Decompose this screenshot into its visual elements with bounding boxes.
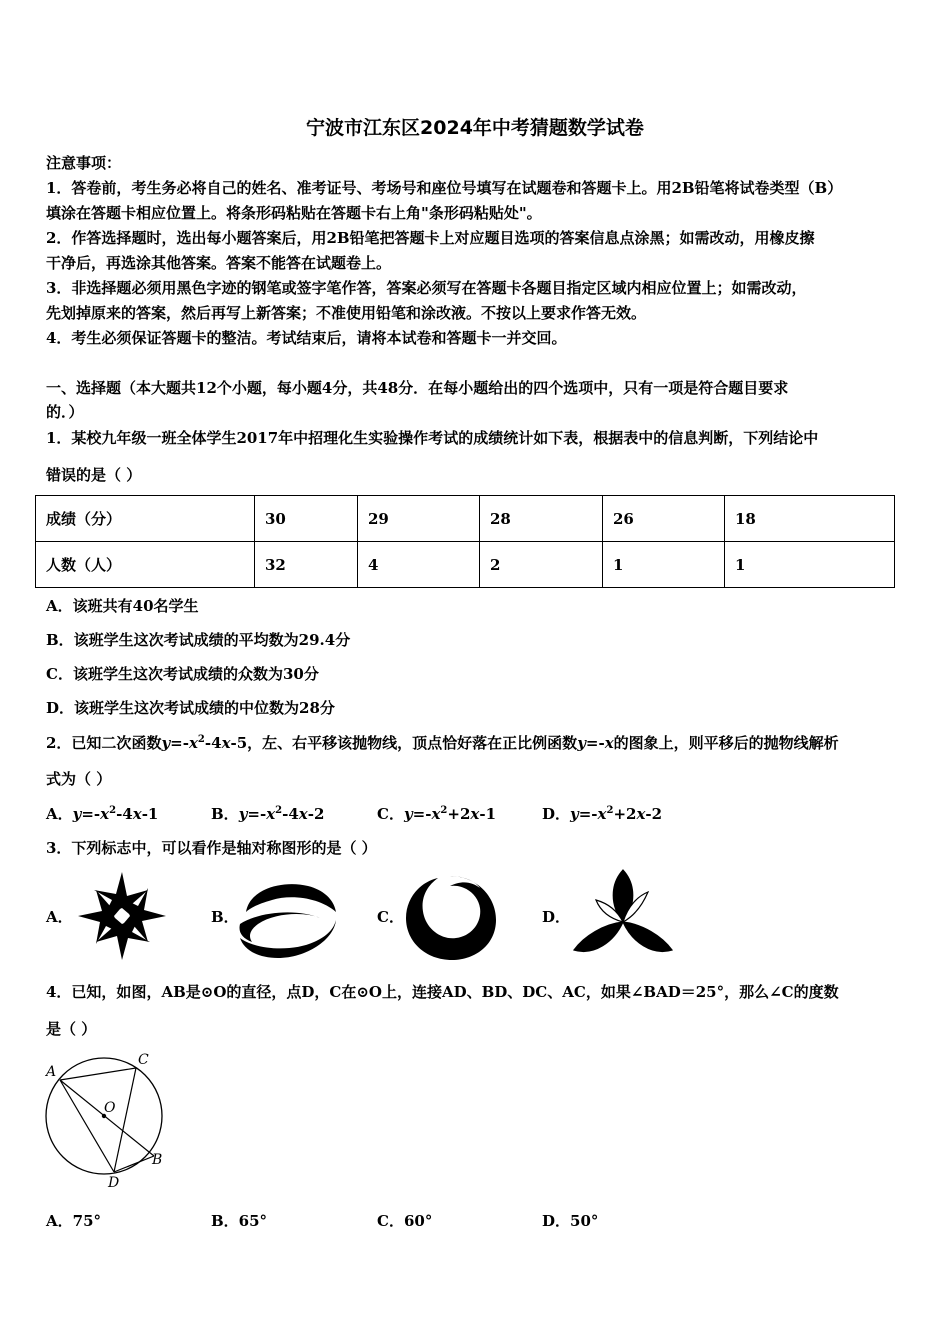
- math-var: x: [604, 734, 614, 752]
- table-cell: 30: [255, 496, 358, 542]
- question-1-text: 1．某校九年级一班全体学生2017年中招理化生实验操作考试的成绩统计如下表，根据表中的信息判断，下列结论中: [46, 429, 819, 447]
- q2-text-part: 2．已知二次函数: [46, 734, 162, 752]
- logo-c: [402, 870, 498, 964]
- q2-text-part: -5，左、右平移该抛物线，顶点恰好落在正比例函数: [230, 734, 578, 752]
- label-b: B: [152, 1152, 163, 1168]
- ring-logo-icon: [236, 878, 340, 962]
- q3-label-d: D．: [542, 908, 571, 926]
- notes-line: 1．答卷前，考生务必将自己的姓名、准考证号、考场号和座位号填写在试题卷和答题卡上。用2B铅笔将试卷类型（B）: [46, 179, 843, 197]
- math-op: =-: [170, 734, 189, 752]
- math-var: y: [161, 734, 171, 752]
- circle-figure: [40, 1050, 175, 1190]
- q3-label-a: A．: [46, 908, 73, 926]
- segment-ad: [60, 1080, 114, 1172]
- label-a: A: [46, 1064, 57, 1080]
- label-o: O: [104, 1100, 116, 1116]
- q2-option-b: B．$y=-x^2-4x-2$: [211, 805, 325, 823]
- question-3-text: 3．下列标志中，可以看作是轴对称图形的是（ ）: [46, 839, 377, 857]
- notes-line: 先划掉原来的答案，然后再写上新答案；不准使用铅笔和涂改液。不按以上要求作答无效。: [46, 304, 647, 322]
- notes-line: 2．作答选择题时，选出每小题答案后，用2B铅笔把答题卡上对应题目选项的答案信息点涂黑；如需改动，用橡皮擦: [46, 229, 815, 247]
- table-cell: 26: [603, 496, 725, 542]
- trefoil-leaves-logo-icon: [568, 866, 678, 962]
- table-cell: 4: [358, 542, 480, 588]
- segment-bd: [114, 1156, 154, 1172]
- question-1-text-cont: 错误的是（ ）: [46, 466, 142, 484]
- question-2-text: [46, 732, 908, 753]
- q2-option-d: D．$y=-x^2+2x-2$: [542, 805, 663, 823]
- table-cell: 32: [255, 542, 358, 588]
- q1-option-b: B．该班学生这次考试成绩的平均数为29.4分: [46, 631, 351, 649]
- segment-ab: [60, 1080, 154, 1156]
- logo-d: [568, 866, 678, 962]
- four-stars-logo-icon: [74, 868, 170, 964]
- swirl-circle-logo-icon: [402, 870, 498, 964]
- math-op: =-: [585, 734, 605, 752]
- notes-line: 填涂在答题卡相应位置上。将条形码粘贴在答题卡右上角"条形码粘贴处"。: [46, 204, 542, 222]
- table-cell: 人数（人）: [36, 542, 255, 588]
- q3-label-b: B．: [211, 908, 239, 926]
- table-cell: 28: [480, 496, 603, 542]
- label-d: D: [108, 1175, 120, 1190]
- math-var: y: [577, 734, 586, 752]
- table-cell: 2: [480, 542, 603, 588]
- table-cell: 29: [358, 496, 480, 542]
- notes-heading: 注意事项：: [46, 154, 122, 172]
- math-var: x: [221, 734, 231, 752]
- notes-line: 4．考生必须保证答题卡的整洁。考试结束后，请将本试卷和答题卡一并交回。: [46, 329, 567, 347]
- logo-a: [74, 868, 170, 964]
- notes-line: 干净后，再选涂其他答案。答案不能答在试题卷上。: [46, 254, 392, 272]
- table-row: [36, 496, 895, 542]
- question-4-text-cont: 是（ ）: [46, 1020, 97, 1038]
- score-table: [35, 495, 895, 588]
- math-var: x: [188, 734, 198, 752]
- circle-diagram: [40, 1050, 175, 1190]
- q4-option-c: C．60°: [377, 1212, 433, 1230]
- section-heading-cont: 的．）: [46, 403, 84, 421]
- q4-option-d: D．50°: [542, 1212, 599, 1230]
- math-op: -4: [204, 734, 222, 752]
- q1-option-c: C．该班学生这次考试成绩的众数为30分: [46, 665, 319, 683]
- page-title: 宁波市江东区2024年中考猜题数学试卷: [306, 117, 644, 139]
- question-2-text-cont: 式为（ ）: [46, 770, 112, 788]
- table-row: [36, 542, 895, 588]
- table-cell: 18: [725, 496, 895, 542]
- logo-b: [236, 878, 340, 962]
- q2-option-a: A．$y=-x^2-4x-1$: [46, 805, 159, 823]
- q3-label-c: C．: [377, 908, 404, 926]
- table-cell: 1: [603, 542, 725, 588]
- q1-option-d: D．该班学生这次考试成绩的中位数为28分: [46, 699, 335, 717]
- q2-option-c: C．$y=-x^2+2x-1$: [377, 805, 497, 823]
- section-heading: 一、选择题（本大题共12个小题，每小题4分，共48分．在每小题给出的四个选项中，只有一项是符合题目要求: [46, 379, 789, 397]
- q1-option-a: A．该班共有40名学生: [46, 597, 199, 615]
- segment-dc: [114, 1068, 136, 1172]
- table-cell: 1: [725, 542, 895, 588]
- label-c: C: [138, 1052, 149, 1068]
- question-4-text: 4．已知，如图，AB是⊙O的直径，点D，C在⊙O上，连接AD、BD、DC、AC，如果∠BAD＝25°，那么∠C的度数: [46, 983, 839, 1001]
- table-cell: 成绩（分）: [36, 496, 255, 542]
- q4-option-a: A．75°: [46, 1212, 102, 1230]
- notes-line: 3．非选择题必须用黑色字迹的钢笔或签字笔作答，答案必须写在答题卡各题目指定区域内相应位置上；如需改动，: [46, 279, 807, 297]
- math-exp: 2: [197, 734, 205, 745]
- q2-text-part: 的图象上，则平移后的抛物线解析: [613, 734, 839, 752]
- q4-option-b: B．65°: [211, 1212, 268, 1230]
- segment-ac: [60, 1068, 136, 1080]
